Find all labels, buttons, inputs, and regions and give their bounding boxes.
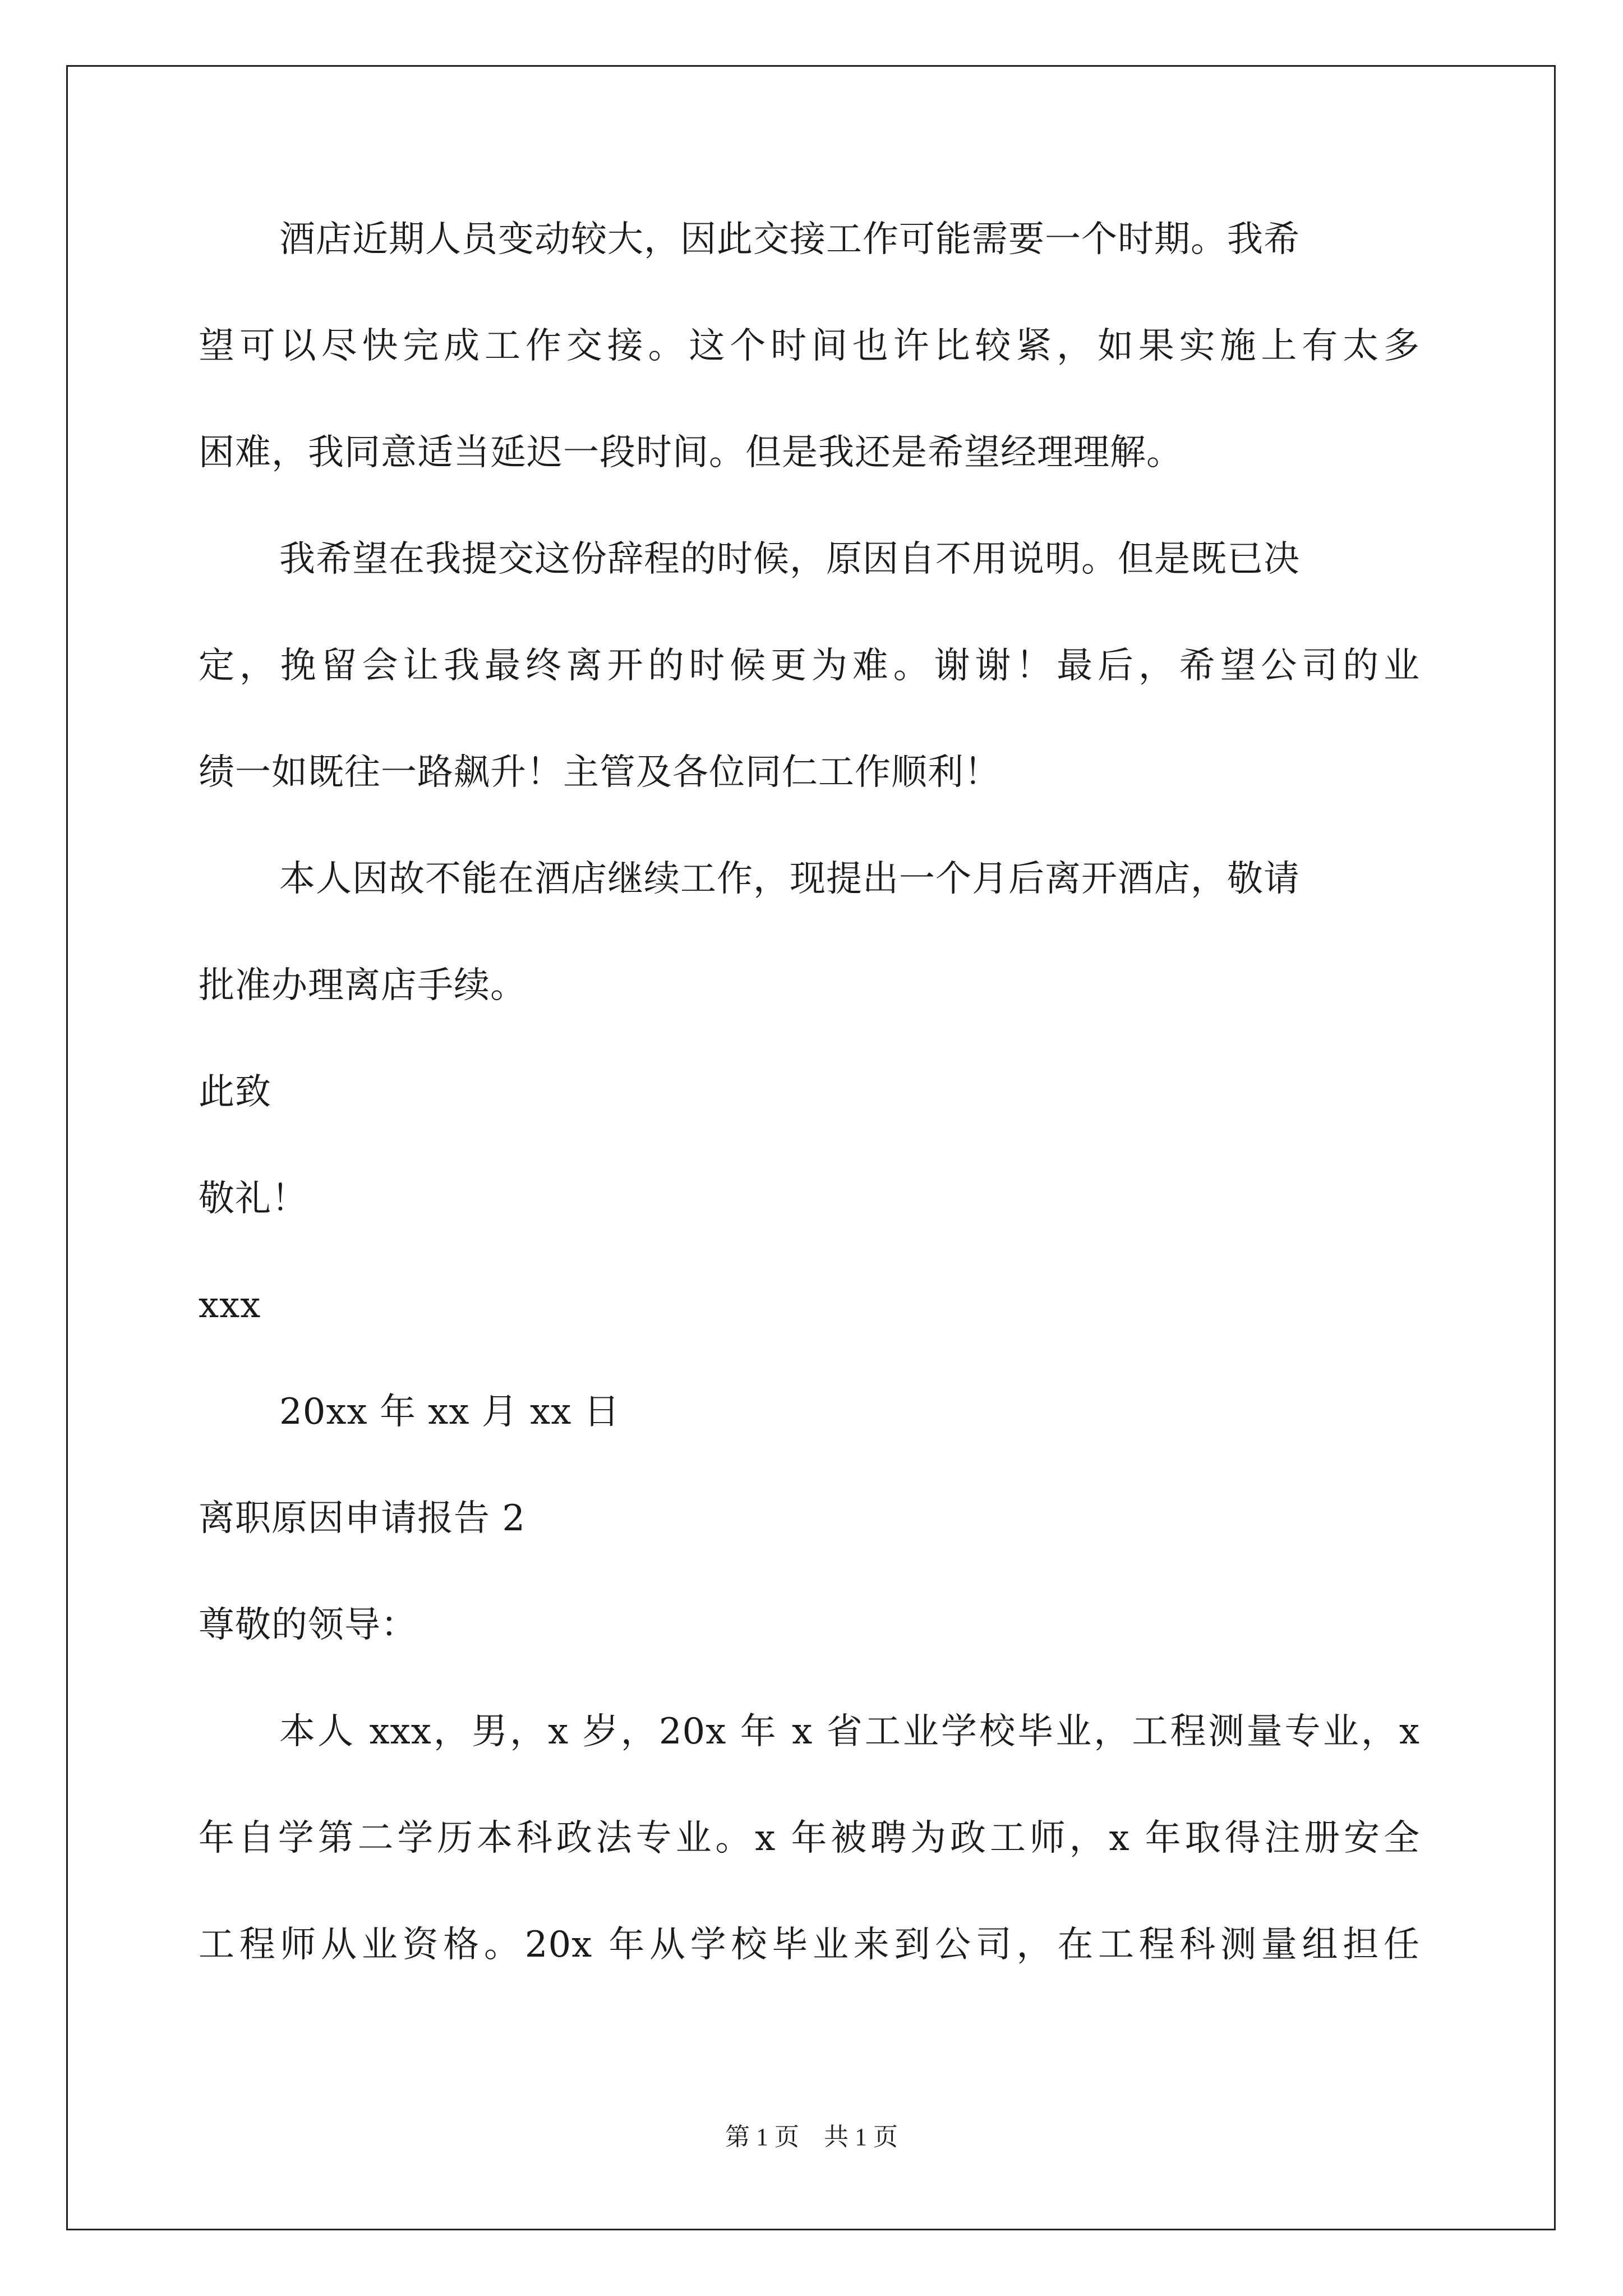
page-footer: 第 1 页 共 1 页 <box>725 2123 898 2151</box>
paragraph-4-line-3: 工程师从业资格。20x 年从学校毕业来到公司，在工程科测量组担任 <box>199 1924 1420 1966</box>
closing-salutation: 此致 <box>199 1071 271 1113</box>
paragraph-2-line-2: 定，挽留会让我最终离开的时候更为难。谢谢！最后，希望公司的业 <box>199 645 1420 687</box>
paragraph-4-line-2: 年自学第二学历本科政法专业。x 年被聘为政工师，x 年取得注册安全 <box>199 1818 1420 1859</box>
paragraph-1-line-1: 酒店近期人员变动较大，因此交接工作可能需要一个时期。我希 <box>279 219 1300 260</box>
paragraph-1-line-3: 困难，我同意适当延迟一段时间。但是我还是希望经理理解。 <box>199 432 1183 473</box>
paragraph-1-line-2: 望可以尽快完成工作交接。这个时间也许比较紧，如果实施上有太多 <box>199 325 1420 367</box>
signature-date: 20xx 年 xx 月 xx 日 <box>279 1391 620 1433</box>
signature-name: xxx <box>199 1285 261 1326</box>
paragraph-3-line-1: 本人因故不能在酒店继续工作，现提出一个月后离开酒店，敬请 <box>279 858 1300 900</box>
greeting: 尊敬的领导： <box>199 1604 417 1646</box>
paragraph-3-line-2: 批准办理离店手续。 <box>199 965 527 1006</box>
paragraph-2-line-3: 绩一如既往一路飙升！主管及各位同仁工作顺利！ <box>199 752 1000 793</box>
paragraph-4-line-1: 本人 xxx，男，x 岁，20x 年 x 省工业学校毕业，工程测量专业，x <box>279 1711 1420 1752</box>
paragraph-2-line-1: 我希望在我提交这份辞程的时候，原因自不用说明。但是既已决 <box>279 539 1300 580</box>
page-border <box>66 65 1556 2230</box>
closing-regards: 敬礼！ <box>199 1178 308 1220</box>
section-title: 离职原因申请报告 2 <box>199 1498 526 1539</box>
